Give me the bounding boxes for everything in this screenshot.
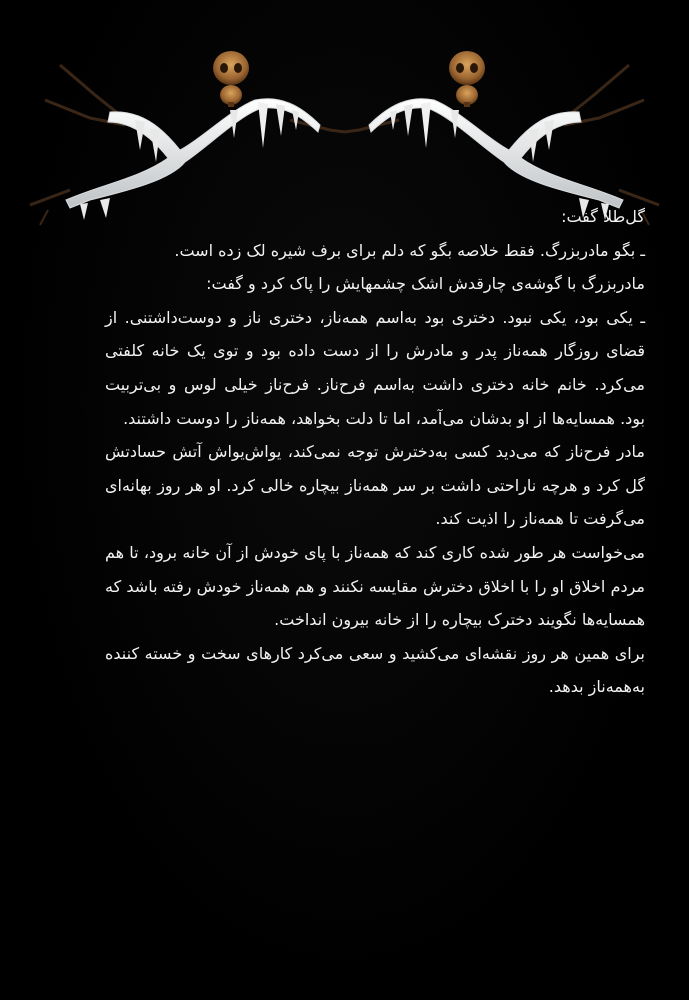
paragraph-once-upon-a-time: ـ یکی بود، یکی نبود. دختری بود به‌اسم همه‌ناز، دختری ناز و دوست‌داشتنی. از قضای روزگار همه‌ناز پدر و مادرش را از دست داده بود و توی یک خانه کلفتی می‌کرد. خانم خانه دختری داشت به‌اسم فرح‌ناز. فرح‌ناز خیلی لوس و بی‌تربیت بود. همسایه‌ها از او بدشان می‌آمد، اما تا دلت بخواهد، همه‌ناز را دوست داشتند. — [105, 307, 645, 428]
paragraph-jealous-mother: مادر فرح‌ناز که می‌دید کسی به‌دخترش توجه نمی‌کند، یواش‌یواش آتش حسادتش گل کرد و هرچه ناراحتی داشت بر سر همه‌ناز بیچاره خالی کرد. او هر روز بهانه‌ای می‌گرفت تا همه‌ناز را اذیت کند. — [105, 442, 645, 529]
paragraph-wanted-her-gone: می‌خواست هر طور شده کاری کند که همه‌ناز با پای خودش از آن خانه برود، تا هم مردم اخلاق او را با اخلاق دخترش مقایسه نکنند و هم همه‌ناز خودش رفته باشد که همسایه‌ها نگویند دخترک بیچاره را از خانه بیرون انداخت. — [105, 542, 645, 630]
left-branch — [30, 51, 345, 225]
story-text — [105, 200, 645, 704]
right-branch — [344, 51, 659, 225]
paragraph-gol-tala-said: گل‌طلا گفت: — [561, 207, 645, 226]
right-skull-ornament — [449, 51, 485, 107]
paragraph-hard-chores: برای همین هر روز نقشه‌ای می‌کشید و سعی می‌کرد کارهای سخت و خسته کننده به‌همه‌ناز بدهد. — [105, 643, 645, 697]
paragraph-grandmother-tears: مادربزرگ با گوشه‌ی چارقدش اشک چشمهایش را پاک کرد و گفت: — [206, 274, 645, 294]
left-skull-ornament — [213, 51, 249, 107]
paragraph-request: ـ بگو مادربزرگ. فقط خلاصه بگو که دلم برای برف شیره لک زده است. — [174, 240, 645, 260]
